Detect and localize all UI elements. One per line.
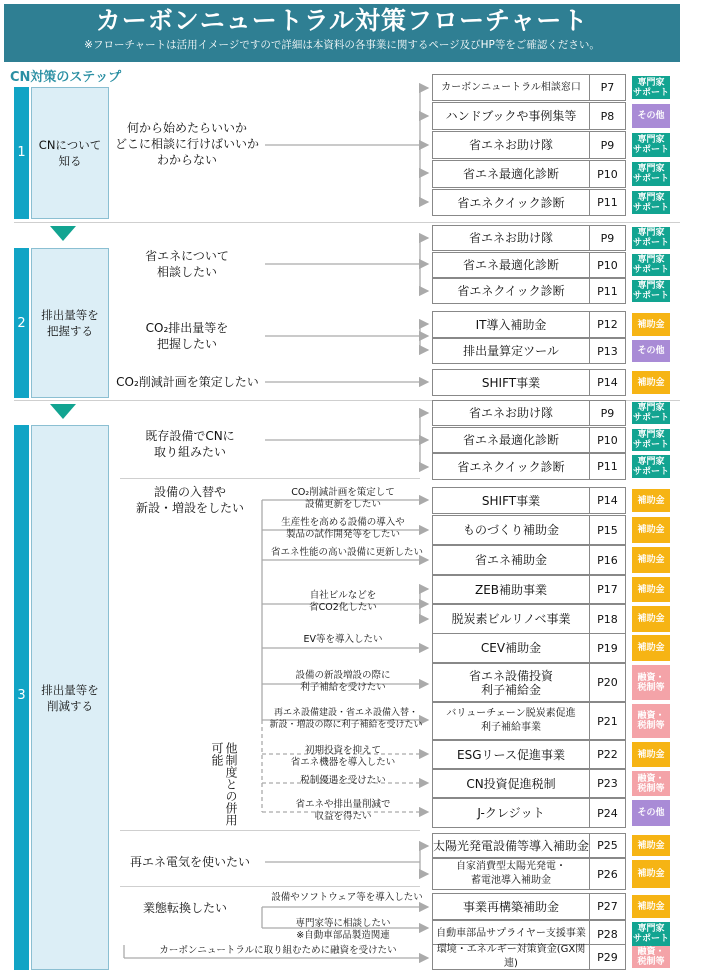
program-name: 脱炭素ビルリノベ事業	[432, 604, 590, 634]
program-row[interactable]	[432, 252, 672, 278]
program-name: バリューチェーン脱炭素促進 利子補給事業	[432, 702, 590, 740]
step-3-label: 排出量等を 削減する	[41, 682, 99, 713]
other-programs-note	[200, 742, 238, 828]
program-name: IT導入補助金	[432, 311, 590, 338]
program-name: SHIFT事業	[432, 369, 590, 396]
program-row[interactable]	[432, 633, 672, 663]
program-name: 環境・エネルギー対策資金(GX関連)	[432, 944, 590, 970]
program-name: 省エネ補助金	[432, 545, 590, 575]
program-name: カーボンニュートラル相談窓口	[432, 74, 590, 101]
program-page: P19	[590, 633, 626, 663]
program-name: ハンドブックや事例集等	[432, 102, 590, 130]
program-tag-badge: 補助金	[632, 313, 670, 336]
question-equipment-renewal: 設備の入替や 新設・増設をしたい	[135, 485, 244, 515]
program-name: 省エネクイック診断	[432, 278, 590, 304]
sub-condition: 設備の新設増設の際に 利子補給を受けたい	[295, 670, 391, 693]
step-2-label: 排出量等を 把握する	[41, 308, 99, 338]
program-tag-badge: 補助金	[632, 577, 670, 602]
program-page: P11	[590, 453, 626, 480]
sub-condition: 設備やソフトウェア等を導入したい	[271, 892, 423, 903]
program-tag-badge: その他	[632, 340, 670, 362]
program-page: P26	[590, 858, 626, 890]
program-page: P25	[590, 833, 626, 858]
question-co2-plan: CO₂削減計画を策定したい	[116, 375, 259, 389]
question-energy-consult: 省エネについて 相談したい	[145, 249, 229, 279]
program-tag-badge: 専門家 サポート	[632, 924, 669, 944]
program-name: 自動車部品サプライヤー支援事業	[432, 920, 590, 948]
program-tag-badge: 融資・ 税制等	[632, 946, 670, 968]
program-row[interactable]	[432, 427, 672, 453]
program-page: P11	[590, 189, 626, 216]
step-3-number: 3	[17, 688, 26, 703]
program-tag-badge: 専門家 サポート	[632, 255, 669, 275]
program-row[interactable]	[432, 311, 672, 338]
program-row[interactable]	[432, 453, 672, 480]
program-name: SHIFT事業	[432, 487, 590, 514]
program-name: 省エネ設備投資 利子補給金	[432, 663, 590, 702]
program-row[interactable]	[432, 131, 672, 159]
program-page: P9	[590, 131, 626, 159]
sub-condition: 生産性を高める設備の導入や 製品の試作開発等をしたい	[281, 517, 405, 540]
program-row[interactable]	[432, 769, 672, 798]
sub-condition: 初期投資を抑えて 省エネ機器を導入したい	[290, 745, 396, 768]
program-row[interactable]	[432, 893, 672, 920]
program-page: P18	[590, 604, 626, 634]
program-tag-badge: 専門家 サポート	[632, 430, 669, 450]
program-page: P10	[590, 252, 626, 278]
program-row[interactable]	[432, 545, 672, 575]
program-name: ものづくり補助金	[432, 515, 590, 545]
program-name: 太陽光発電設備等導入補助金	[432, 833, 590, 858]
program-page: P17	[590, 575, 626, 604]
sub-condition: 省エネや排出量削減で 収益を得たい	[295, 799, 391, 822]
program-row[interactable]	[432, 225, 672, 251]
program-row[interactable]	[432, 400, 672, 426]
program-page: P12	[590, 311, 626, 338]
program-name: 省エネお助け隊	[432, 131, 590, 159]
program-page: P24	[590, 798, 626, 828]
program-tag-badge: 融資・ 税制等	[632, 771, 670, 796]
program-tag-badge: 補助金	[632, 835, 670, 856]
program-tag-badge: 専門家 サポート	[632, 281, 669, 301]
sub-condition: EV等を導入したい	[303, 634, 383, 645]
program-name: 省エネ最適化診断	[432, 160, 590, 188]
question-where-to-start: 何から始めたらいいか どこに相談に行けばいいか わからない	[114, 121, 259, 167]
program-page: P9	[590, 225, 626, 251]
program-row[interactable]	[432, 189, 672, 216]
program-tag-badge: 専門家 サポート	[632, 135, 669, 155]
page-title: カーボンニュートラル対策フローチャート	[95, 6, 589, 35]
program-row[interactable]	[432, 487, 672, 514]
program-name: J-クレジット	[432, 798, 590, 828]
program-row[interactable]	[432, 575, 672, 604]
program-name: 事業再構築補助金	[432, 893, 590, 920]
step-1-label: CNについて 知る	[38, 138, 102, 168]
program-tag-badge: 補助金	[632, 895, 670, 918]
program-page: P21	[590, 702, 626, 740]
program-page: P28	[590, 920, 626, 948]
question-co2-measure: CO₂排出量等を 把握したい	[145, 321, 229, 351]
program-row[interactable]	[432, 102, 672, 130]
program-name: CEV補助金	[432, 633, 590, 663]
program-page: P10	[590, 160, 626, 188]
program-row[interactable]	[432, 833, 672, 858]
program-tag-badge: 専門家 サポート	[632, 456, 669, 477]
program-tag-badge: 補助金	[632, 606, 670, 632]
sub-condition: 再エネ設備建設・省エネ設備入替・ 新設・増設の際に利子補給を受けたい	[269, 708, 423, 730]
program-name: 省エネお助け隊	[432, 225, 590, 251]
program-name: ZEB補助事業	[432, 575, 590, 604]
program-row[interactable]	[432, 74, 672, 101]
program-row[interactable]	[432, 663, 672, 702]
program-tag-badge: 補助金	[632, 860, 670, 888]
program-row[interactable]	[432, 604, 672, 634]
program-page: P22	[590, 740, 626, 769]
program-tag-badge: 専門家 サポート	[632, 164, 669, 184]
program-name: 省エネお助け隊	[432, 400, 590, 426]
program-tag-badge: 補助金	[632, 742, 670, 767]
program-tag-badge: 補助金	[632, 635, 670, 661]
question-financing: カーボンニュートラルに取り組むために融資を受けたい	[159, 945, 397, 956]
program-page: P29	[590, 944, 626, 970]
page-subtitle: ※フローチャートは活用イメージですので詳細は本資料の各事業に関するページ及びHP等をご確認ください。	[84, 39, 600, 51]
program-page: P9	[590, 400, 626, 426]
program-tag-badge: 補助金	[632, 489, 670, 512]
program-page: P11	[590, 278, 626, 304]
program-tag-badge: 補助金	[632, 547, 670, 573]
program-row[interactable]	[432, 515, 672, 545]
program-page: P13	[590, 338, 626, 364]
sub-condition: 自社ビルなどを 省CO2化したい	[309, 590, 377, 613]
program-page: P7	[590, 74, 626, 101]
program-row[interactable]	[432, 160, 672, 188]
program-tag-badge: その他	[632, 104, 670, 128]
program-tag-badge: 補助金	[632, 371, 670, 394]
sub-condition: 税制優遇を受けたい	[300, 775, 386, 786]
program-row[interactable]	[432, 278, 672, 304]
question-renewable-power: 再エネ電気を使いたい	[129, 855, 250, 869]
program-row[interactable]	[432, 944, 672, 970]
steps-label: CN対策のステップ	[10, 70, 122, 85]
sub-condition: CO₂削減計画を策定して 設備更新をしたい	[291, 487, 395, 510]
program-row[interactable]	[432, 702, 672, 740]
program-page: P20	[590, 663, 626, 702]
program-page: P27	[590, 893, 626, 920]
step-1-number: 1	[17, 145, 26, 160]
program-tag-badge: 専門家 サポート	[632, 192, 669, 213]
program-name: 省エネ最適化診断	[432, 252, 590, 278]
program-page: P15	[590, 515, 626, 545]
program-name: 省エネクイック診断	[432, 453, 590, 480]
program-tag-badge: 専門家 サポート	[632, 228, 669, 248]
program-page: P14	[590, 369, 626, 396]
program-page: P14	[590, 487, 626, 514]
program-row[interactable]	[432, 858, 672, 890]
program-row[interactable]	[432, 338, 672, 364]
program-tag-badge: その他	[632, 800, 670, 826]
program-tag-badge: 専門家 サポート	[632, 403, 669, 423]
program-name: 省エネ最適化診断	[432, 427, 590, 453]
other-programs-label: 他制度との併用可能	[210, 742, 238, 826]
program-tag-badge: 融資・ 税制等	[632, 704, 670, 738]
program-tag-badge: 専門家 サポート	[632, 77, 669, 98]
program-name: 自家消費型太陽光発電・ 蓄電池導入補助金	[432, 858, 590, 890]
program-name: CN投資促進税制	[432, 769, 590, 798]
program-row[interactable]	[432, 740, 672, 769]
question-business-conversion: 業態転換したい	[142, 901, 227, 915]
program-page: P8	[590, 102, 626, 130]
sub-condition: 省エネ性能の高い設備に更新したい	[270, 547, 423, 558]
program-page: P10	[590, 427, 626, 453]
program-tag-badge: 融資・ 税制等	[632, 665, 670, 700]
question-existing-equipment: 既存設備でCNに 取り組みたい	[145, 429, 235, 459]
step-2-number: 2	[17, 316, 26, 331]
program-page: P23	[590, 769, 626, 798]
program-name: 省エネクイック診断	[432, 189, 590, 216]
program-page: P16	[590, 545, 626, 575]
program-name: 排出量算定ツール	[432, 338, 590, 364]
program-row[interactable]	[432, 798, 672, 828]
sub-condition: 専門家等に相談したい ※自動車部品製造関連	[295, 918, 391, 941]
program-tag-badge: 補助金	[632, 517, 670, 543]
program-name: ESGリース促進事業	[432, 740, 590, 769]
program-row[interactable]	[432, 369, 672, 396]
